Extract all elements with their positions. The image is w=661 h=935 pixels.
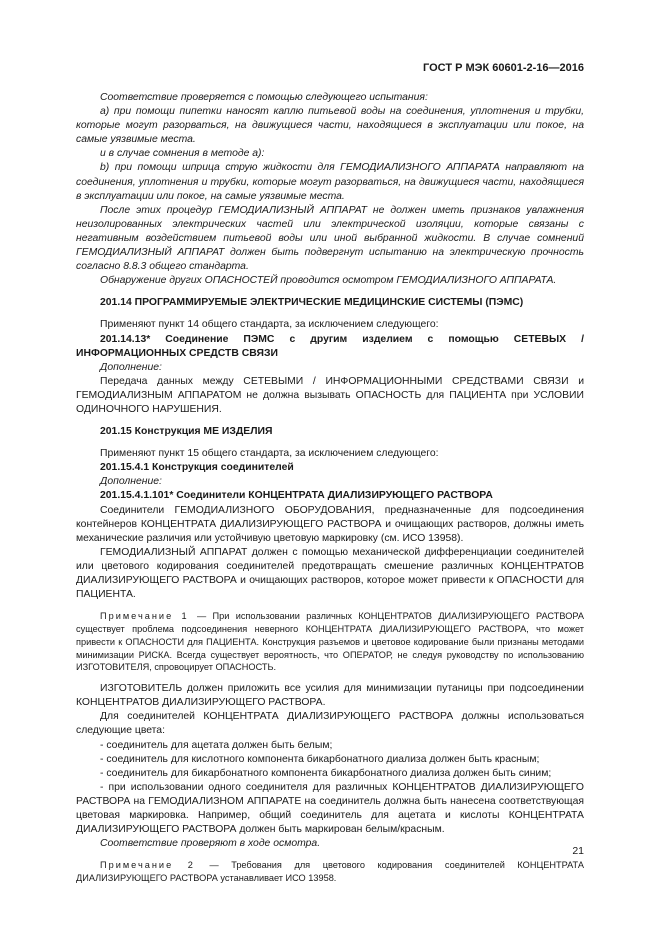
page-number: 21 [572,845,584,857]
note-paragraph [76,859,584,885]
paragraph: b) при помощи шприца струю жидкости для ГЕМОДИАЛИЗНОГО АППАРАТА направляют на соединения, уплотнения и трубки, которые могут разорваться, на движущиеся части, находящиеся в эксплуатации или покое, на самые уязвимые места. [76,162,584,202]
note-text: — При использовании различных КОНЦЕНТРАТОВ ДИАЛИЗИРУЮЩЕГО РАСТВОРА существует проблема подсоединения неверного КОНЦЕНТРАТА ДИАЛИЗИРУЮЩЕГО РАСТВОРА, что может привести к ОПАСНОСТИ для ПАЦИЕНТА. Конструкция разъемов и цветовое кодирование были признаны методами минимизации РИСКА. Всегда существует вероятность, что ОПЕРАТОР, не следуя руководству по использованию ИЗГОТОВИТЕЛЯ, спровоцирует ОПАСНОСТЬ. [76,611,584,673]
page-header: ГОСТ Р МЭК 60601-2-16—2016 [423,62,584,74]
paragraph: Соответствие проверяется с помощью следующего испытания: [100,92,428,103]
paragraph: ИЗГОТОВИТЕЛЬ должен приложить все усилия для минимизации путаницы при подсоединении КОНЦЕНТРАТОВ ДИАЛИЗИРУЮЩЕГО РАСТВОРА. [76,683,584,709]
note-label: Примечание 2 [100,860,210,871]
paragraph: Применяют пункт 15 общего стандарта, за исключением следующего: [100,448,439,460]
paragraph: Соединители ГЕМОДИАЛИЗНОГО ОБОРУДОВАНИЯ, предназначенные для подсоединения контейнеров КОНЦЕНТРАТА ДИАЛИЗИРУЮЩЕГО РАСТВОРА и очищающих растворов, должны иметь механические различия или устойчивую цветовую маркировку (см. ИСО 13958). [76,504,584,544]
section-heading: 201.15.4.1 Конструкция соединителей [100,462,294,474]
paragraph: Применяют пункт 14 общего стандарта, за исключением следующего: [100,319,439,331]
paragraph: - соединитель для ацетата должен быть белым; [100,739,333,751]
paragraph: Обнаружение других ОПАСНОСТЕЙ проводится осмотром ГЕМОДИАЛИЗНОГО АППАРАТА. [100,275,557,287]
paragraph: a) при помощи пипетки наносят каплю питьевой воды на соединения, уплотнения и трубки, которые могут разорваться, на движущиеся части, находящиеся в эксплуатации или покое, на самые уязвимые места. [76,106,584,146]
section-heading: 201.15 Конструкция МЕ ИЗДЕЛИЯ [100,426,273,438]
paragraph: Дополнение: [100,361,162,373]
paragraph: Соответствие проверяют в ходе осмотра. [100,838,321,850]
paragraph: Для соединителей КОНЦЕНТРАТА ДИАЛИЗИРУЮЩЕГО РАСТВОРА должны использоваться следующие цвета: [76,711,584,737]
paragraph: ГЕМОДИАЛИЗНЫЙ АППАРАТ должен с помощью механической дифференциации соединителей или цветового кодирования соединителей предотвращать смешение различных КОНЦЕНТРАТОВ ДИАЛИЗИРУЮЩЕГО РАСТВОРА и очищающих растворов, которое может привести к ОПАСНОСТИ для ПАЦИЕНТА. [76,546,584,601]
paragraph: - соединитель для бикарбонатного компонента бикарбонатного диализа должен быть синим; [100,767,552,779]
paragraph: Дополнение: [100,476,162,488]
section-heading: 201.14 ПРОГРАММИРУЕМЫЕ ЭЛЕКТРИЧЕСКИЕ МЕДИЦИНСКИЕ СИСТЕМЫ (ПЭМС) [100,297,524,309]
paragraph: и в случае сомнения в методе a): [100,148,265,160]
paragraph: После этих процедур ГЕМОДИАЛИЗНЫЙ АППАРАТ не должен иметь признаков увлажнения неизолированных электрических частей или электрической изоляции, которые связаны с негативным воздействием питьевой воды или иной выбранной жидкости. В случае сомнений ГЕМОДИАЛИЗНЫЙ АППАРАТ должен быть подвергнут испытанию на электрическую прочность согласно 8.8.3 общего стандарта. [76,204,584,273]
paragraph: - соединитель для кислотного компонента бикарбонатного диализа должен быть красным; [100,753,540,765]
section-heading: 201.14.13* Соединение ПЭМС с другим изделием с помощью СЕТЕВЫХ / ИНФОРМАЦИОННЫХ СРЕДСТВ СВЯЗИ [76,333,584,359]
note-paragraph [76,610,584,674]
note-label: Примечание 1 [100,611,197,622]
section-heading: 201.15.4.1.101* Соединители КОНЦЕНТРАТА ДИАЛИЗИРУЮЩЕГО РАСТВОРА [100,490,493,502]
page-content [76,91,584,885]
note-text: — Требования для цветового кодирования соединителей КОНЦЕНТРАТА ДИАЛИЗИРУЮЩЕГО РАСТВОРА устанавливает ИСО 13958. [76,860,584,884]
paragraph: - при использовании одного соединителя для различных КОНЦЕНТРАТОВ ДИАЛИЗИРУЮЩЕГО РАСТВОРА на ГЕМОДИАЛИЗНОМ АППАРАТЕ на соединитель должна быть нанесена соответствующая цветовая маркировка. Например, общий соединитель для ацетата и кислоты КОНЦЕНТРАТА ДИАЛИЗИРУЮЩЕГО РАСТВОРА должен быть маркирован белым/красным. [76,781,584,836]
paragraph: Передача данных между СЕТЕВЫМИ / ИНФОРМАЦИОННЫМИ СРЕДСТВАМИ СВЯЗИ и ГЕМОДИАЛИЗНЫМ АППАРАТОМ не должна вызывать ОПАСНОСТЬ для ПАЦИЕНТА при УСЛОВИИ ОДИНОЧНОГО НАРУШЕНИЯ. [76,375,584,415]
